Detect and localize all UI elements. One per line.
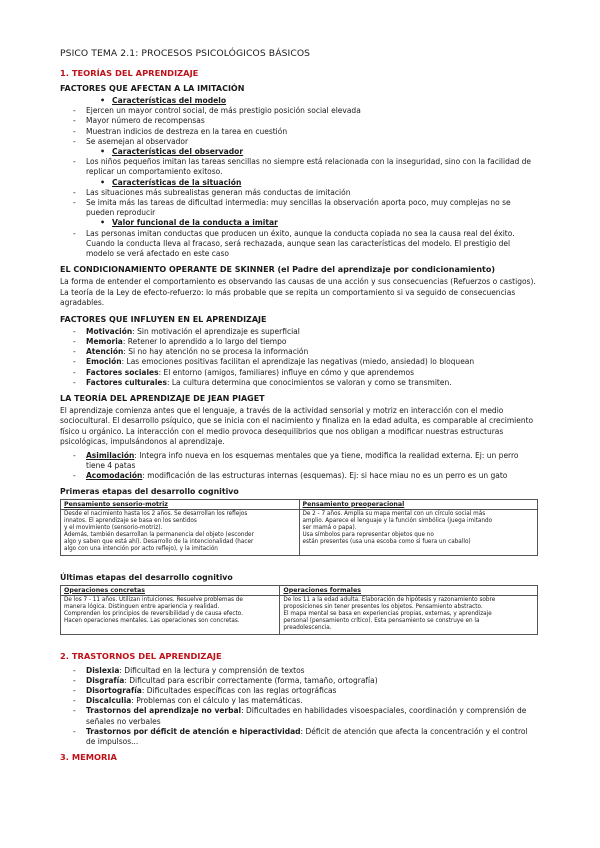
list-item: - Asimilación: Integra info nueva en los esquemas mentales que ya tiene, modifica la realidad externa. Ej: un perro tiene 4 patas — [86, 451, 538, 471]
table-title-ultimas: Últimas etapas del desarrollo cognitivo — [60, 572, 233, 582]
table-ultimas-etapas — [60, 585, 538, 635]
list-item: - Ejercen un mayor control social, de más prestigio posición social elevada — [86, 106, 538, 116]
list-factores — [60, 327, 538, 388]
table-header-cell: Operaciones formales — [280, 585, 538, 595]
list-item: - Motivación: Sin motivación el aprendizaje es superficial — [86, 327, 538, 337]
section-heading-memoria: 3. MEMORIA — [60, 752, 117, 763]
table-primeras-etapas — [60, 499, 538, 556]
bullet-heading-observador: • Características del observador — [100, 147, 244, 157]
paragraph-piaget: El aprendizaje comienza antes que el lenguaje, a través de la actividad sensorial y motriz en interacción con el medio sociocultural. El desarrollo psíquico, que se inicia con el nacimiento y finaliza en la edad adulta, es comparable al crecimiento físico u orgánico. La interacción con el medio provoca desequilibrios que nos obligan a modificar nuestras estructuras psicológicas, impulsándonos al aprendizaje. — [60, 405, 534, 447]
section-heading-trastornos: 2. TRASTORNOS DEL APRENDIZAJE — [60, 650, 222, 661]
list-item: - Los niños pequeños imitan las tareas sencillas no siempre está relacionada con la inseguridad, sino con la facilidad de replicar un comportamiento exitoso. — [86, 157, 538, 177]
table-cell: Desde el nacimiento hasta los 2 años. Se desarrollan los reflejos innatos. El aprendizaje se basa en los sentidos y el movimiento (sensorio-motriz). Además, también desarrollan la permanencia del objeto (esconder algo y saben que está ahí). Desarrollo de la intencionalidad (hacer algo con una intención por acto reflejo), y la imitación — [61, 509, 300, 555]
list-item: - Trastornos del aprendizaje no verbal: Dificultades en habilidades visoespaciales, coordinación y comprensión de señales no verbales — [86, 706, 538, 726]
list-funcional — [60, 229, 538, 260]
list-item: - Dislexia: Dificultad en la lectura y comprensión de textos — [86, 666, 538, 676]
list-item: - Emoción: Las emociones positivas facilitan el aprendizaje las negativas (miedo, ansiedad) lo bloquean — [86, 357, 538, 367]
subheading-imitacion: FACTORES QUE AFECTAN A LA IMITACIÓN — [60, 84, 245, 93]
section-heading-teorias: 1. TEORÍAS DEL APRENDIZAJE — [60, 68, 199, 78]
table-header-cell: Pensamiento preoperacional — [299, 499, 538, 509]
list-item: - Trastornos por déficit de atención e hiperactividad: Déficit de atención que afecta la concentración y el control de impulsos... — [86, 727, 538, 747]
table-cell: De 2 - 7 años. Amplía su mapa mental con un círculo social más amplio. Aparece el lenguaje y la función simbólica (juega imitando ser mamá o papa). Usa símbolos para representar objetos que no están presentes (usa una escoba como si fuera un caballo) — [299, 509, 538, 555]
list-item: - Se imita más las tareas de dificultad intermedia: muy sencillas la observación aporta poco, muy complejas no se pueden reproducir — [86, 198, 538, 218]
list-item: - Mayor número de recompensas — [86, 116, 538, 126]
list-trastornos — [60, 666, 538, 748]
subheading-skinner: EL CONDICIONAMIENTO OPERANTE DE SKINNER (el Padre del aprendizaje por condicionamiento) — [60, 265, 496, 275]
list-item: - Muestran indicios de destreza en la tarea en cuestión — [86, 127, 538, 137]
bullet-dot-icon: • — [100, 177, 106, 187]
table-title-primeras: Primeras etapas del desarrollo cognitivo — [60, 486, 239, 496]
bullet-dot-icon: • — [100, 96, 106, 105]
paragraph-skinner: La forma de entender el comportamiento es observando las causas de una acción y sus consecuencias (Refuerzos o castigos). La teoría de la Ley de efecto-refuerzo: lo más probable que se repita un comportamiento si va seguido de consecuencias agradables. — [60, 277, 536, 308]
subheading-factores: FACTORES QUE INFLUYEN EN EL APRENDIZAJE — [60, 314, 267, 324]
list-item: - Discalculia: Problemas con el cálculo y las matemáticas. — [86, 696, 538, 706]
subheading-piaget: LA TEORÍA DEL APRENDIZAJE DE JEAN PIAGET — [60, 393, 265, 403]
list-item: - Factores culturales: La cultura determina que conocimientos se valoran y como se transmiten. — [86, 378, 538, 388]
document-title: PSICO TEMA 2.1: PROCESOS PSICOLÓGICOS BÁSICOS — [60, 48, 311, 59]
table-header-cell: Pensamiento sensorio-motriz — [61, 499, 300, 509]
list-item: - Disortografía: Dificultades específicas con las reglas ortográficas — [86, 686, 538, 696]
list-piaget — [60, 451, 538, 482]
bullet-heading-funcional: • Valor funcional de la conducta a imitar — [100, 218, 278, 228]
table-header-cell: Operaciones concretas — [61, 585, 280, 595]
bullet-heading-modelo: • Características del modelo — [100, 96, 227, 105]
bullet-dot-icon: • — [100, 218, 106, 228]
list-item: - Las situaciones más subrealistas generan más conductas de imitación — [86, 188, 538, 198]
table-cell: De los 7 - 11 años. Utilizan intuiciones. Resuelve problemas de manera lógica. Distinguen entre apariencia y realidad. Comprenden los principios de reversibilidad y de causa efecto. Hacen operaciones mentales. Las operaciones son concretas. — [61, 595, 280, 634]
bullet-dot-icon: • — [100, 147, 106, 157]
list-item: - Factores sociales: El entorno (amigos, familiares) influye en cómo y que aprendemos — [86, 368, 538, 378]
list-observador — [60, 157, 538, 177]
bullet-heading-situacion: • Características de la situación — [100, 177, 242, 187]
list-item: - Acomodación: modificación de las estructuras internas (esquemas). Ej: si hace miau no es un perro es un gato — [86, 471, 538, 481]
list-modelo — [60, 106, 538, 147]
list-item: - Disgrafía: Dificultad para escribir correctamente (forma, tamaño, ortografía) — [86, 676, 538, 686]
list-item: - Se asemejan al observador — [86, 137, 538, 147]
list-item: - Atención: Si no hay atención no se procesa la información — [86, 347, 538, 357]
table-cell: De los 11 a la edad adulta. Elaboración de hipótesis y razonamiento sobre proposiciones sin tener presentes los objetos. Pensamiento abstracto. El mapa mental se basa en experiencias propias, externas, y aprendizaje personal (pensamiento crítico). Esta pensamiento se construye en la preadolescencia. — [280, 595, 538, 634]
list-item: - Las personas imitan conductas que producen un éxito, aunque la conducta copiada no sea la causa real del éxito. Cuando la conducta lleva al fracaso, será rechazada, aunque sean las características del modelo. El prestigio del modelo se verá afectado en este caso — [86, 229, 538, 260]
list-situacion — [60, 188, 538, 219]
list-item: - Memoria: Retener lo aprendido a lo largo del tiempo — [86, 337, 538, 347]
